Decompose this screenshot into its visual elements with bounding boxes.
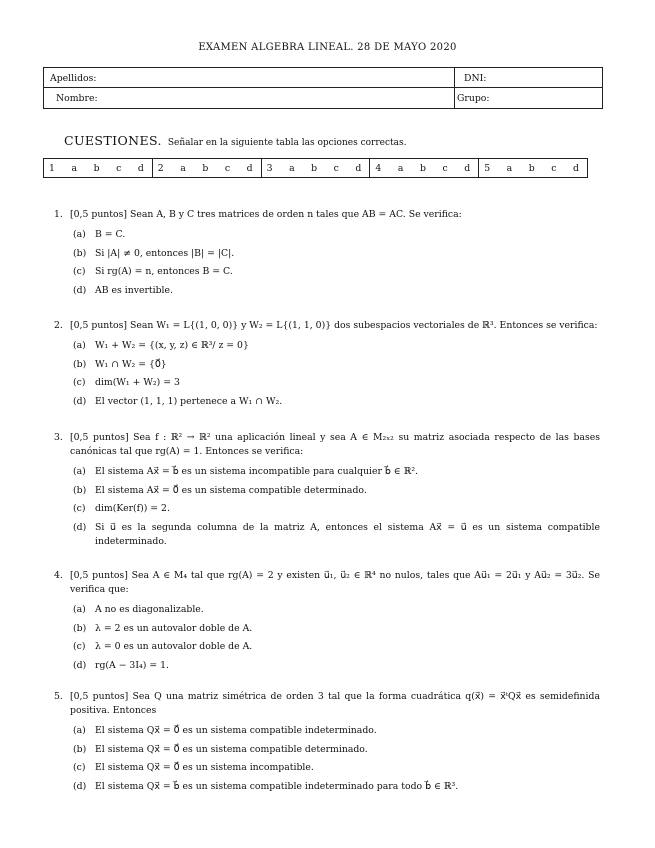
- option-text: El sistema Qx⃗ = 0⃗ es un sistema compatible indeterminado.: [95, 725, 377, 736]
- dni-label: DNI:: [464, 73, 487, 84]
- grupo-label: Grupo:: [457, 93, 490, 104]
- question-number: 4.: [54, 570, 63, 581]
- option-label: (c): [73, 377, 86, 389]
- cuestiones-heading: CUESTIONES.: [64, 133, 162, 148]
- cuestiones-instruction: Señalar en la siguiente tabla las opciones correctas.: [167, 138, 407, 148]
- option-item: [73, 521, 600, 549]
- option-item: [73, 339, 600, 353]
- question-3: [54, 431, 600, 553]
- question-stem: [54, 319, 600, 333]
- option-label: (a): [73, 604, 86, 615]
- option-label: (a): [73, 466, 86, 477]
- option-label: (d): [73, 659, 87, 671]
- option-item: [73, 640, 600, 654]
- question-4: [54, 569, 600, 677]
- option-label: (b): [73, 358, 87, 370]
- option-text: λ = 0 es un autovalor doble de A.: [95, 641, 253, 653]
- answer-option-a[interactable]: a: [289, 162, 295, 174]
- option-text: Si u⃗ es la segunda columna de la matriz A, entonces el sistema Ax⃗ = u⃗ es un sistema compatible indeterminado.: [95, 521, 600, 547]
- answer-option-b[interactable]: b: [202, 162, 209, 174]
- option-label: (a): [73, 229, 86, 240]
- answer-table: [43, 158, 588, 178]
- question-2: [54, 319, 600, 413]
- option-item: [73, 724, 600, 738]
- option-label: (d): [73, 395, 87, 407]
- student-box-row-1: [44, 68, 602, 88]
- option-text: AB es invertible.: [95, 284, 173, 296]
- option-label: (a): [73, 340, 86, 351]
- option-text: λ = 2 es un autovalor doble de A.: [95, 622, 253, 634]
- question-stem: [54, 569, 600, 597]
- question-text: [0,5 puntos] Sean A, B y C tres matrices de orden n tales que AB = AC. Se verifica:: [70, 209, 462, 220]
- option-text: Si |A| ≠ 0, entonces |B| = |C|.: [95, 247, 235, 259]
- option-item: [73, 265, 600, 279]
- answer-cell-number: 3: [266, 162, 273, 174]
- question-1: [54, 208, 600, 302]
- option-label: (a): [73, 725, 86, 736]
- student-info-box: [43, 67, 603, 109]
- option-label: (c): [73, 641, 86, 653]
- option-label: (d): [73, 780, 87, 792]
- answer-cell-4[interactable]: [370, 159, 479, 177]
- answer-option-a[interactable]: a: [180, 162, 186, 174]
- options-list: [54, 603, 600, 673]
- option-label: (d): [73, 521, 87, 533]
- question-stem: [54, 431, 600, 459]
- answer-option-c[interactable]: c: [551, 162, 557, 174]
- question-number: 3.: [54, 432, 63, 443]
- option-item: [73, 502, 600, 516]
- answer-option-d[interactable]: d: [573, 162, 579, 174]
- options-list: [54, 465, 600, 549]
- answer-option-b[interactable]: b: [419, 162, 426, 174]
- question-text: [0,5 puntos] Sean W₁ = L{(1, 0, 0)} y W₂ = L{(1, 1, 0)} dos subespacios vectoriales de ℝ³. Entonces se verifica:: [70, 320, 598, 331]
- options-list: [54, 339, 600, 409]
- answer-cell-2[interactable]: [153, 159, 262, 177]
- option-label: (b): [73, 622, 87, 634]
- option-text: El sistema Qx⃗ = 0⃗ es un sistema incompatible.: [95, 762, 314, 774]
- option-item: [73, 358, 600, 372]
- answer-option-b[interactable]: b: [93, 162, 100, 174]
- option-text: A no es diagonalizable.: [95, 604, 204, 615]
- option-item: [73, 376, 600, 390]
- option-text: Si rg(A) = n, entonces B = C.: [95, 266, 233, 278]
- question-stem: [54, 690, 600, 718]
- option-text: El sistema Ax⃗ = 0⃗ es un sistema compatible determinado.: [95, 484, 367, 496]
- question-number: 2.: [54, 320, 63, 331]
- option-text: dim(Ker(f)) = 2.: [95, 503, 170, 515]
- option-label: (b): [73, 743, 87, 755]
- answer-option-d[interactable]: d: [246, 162, 253, 174]
- option-text: W₁ ∩ W₂ = {0⃗}: [95, 358, 167, 370]
- answer-cell-number: 2: [157, 162, 164, 174]
- answer-option-b[interactable]: b: [528, 162, 535, 174]
- option-item: [73, 603, 600, 617]
- option-label: (c): [73, 762, 86, 774]
- answer-option-d[interactable]: d: [355, 162, 362, 174]
- answer-option-d[interactable]: d: [464, 162, 471, 174]
- answer-option-b[interactable]: b: [311, 162, 318, 174]
- answer-option-a[interactable]: a: [506, 162, 513, 174]
- option-text: rg(A − 3I₄) = 1.: [95, 659, 169, 671]
- question-5: [54, 690, 600, 798]
- question-number: 5.: [54, 691, 63, 702]
- answer-option-a[interactable]: a: [71, 162, 78, 174]
- question-stem: [54, 208, 600, 222]
- options-list: [54, 724, 600, 794]
- answer-cell-5[interactable]: [479, 159, 587, 177]
- question-text: [0,5 puntos] Sea A ∈ M₄ tal que rg(A) = 2 y existen u⃗₁, u⃗₂ ∈ ℝ⁴ no nulos, tales que Au⃗₁ = 2u⃗₁ y Au⃗₂ = 3u⃗₂. Se verifica que:: [70, 570, 600, 595]
- answer-cell-number: 1: [49, 162, 55, 174]
- student-box-row-2: [44, 88, 602, 108]
- answer-option-d[interactable]: d: [137, 162, 144, 174]
- question-text: [0,5 puntos] Sea Q una matriz simétrica de orden 3 tal que la forma cuadrática q(x⃗) = x⃗ᵗQx⃗ es semidefinida positiva. Entonces: [70, 691, 600, 716]
- options-list: [54, 228, 600, 298]
- option-label: (c): [73, 266, 86, 278]
- answer-option-c[interactable]: c: [116, 162, 122, 174]
- answer-option-c[interactable]: c: [333, 162, 339, 174]
- option-label: (d): [73, 284, 87, 296]
- answer-cell-1[interactable]: [44, 159, 153, 177]
- option-text: El vector (1, 1, 1) pertenece a W₁ ∩ W₂.: [95, 395, 283, 407]
- option-item: [73, 761, 600, 775]
- option-item: [73, 395, 600, 409]
- option-text: W₁ + W₂ = {(x, y, z) ∈ ℝ³/ z = 0}: [95, 340, 249, 351]
- nombre-label: Nombre:: [56, 93, 98, 104]
- apellidos-label: Apellidos:: [50, 73, 97, 84]
- cuestiones-heading-line: [64, 133, 406, 148]
- answer-option-c[interactable]: c: [224, 162, 231, 174]
- option-text: El sistema Qx⃗ = b⃗ es un sistema compatible indeterminado para todo b⃗ ∈ ℝ³.: [95, 780, 459, 792]
- option-item: [73, 284, 600, 298]
- option-text: dim(W₁ + W₂) = 3: [95, 377, 180, 389]
- answer-option-c[interactable]: c: [442, 162, 448, 174]
- answer-option-a[interactable]: a: [397, 162, 404, 174]
- answer-cell-3[interactable]: [262, 159, 371, 177]
- option-text: El sistema Qx⃗ = 0⃗ es un sistema compatible determinado.: [95, 743, 368, 755]
- option-item: [73, 659, 600, 673]
- answer-cell-number: 5: [484, 162, 491, 174]
- option-label: (b): [73, 484, 87, 496]
- option-item: [73, 228, 600, 242]
- option-item: [73, 247, 600, 261]
- answer-cell-number: 4: [375, 162, 382, 174]
- option-item: [73, 780, 600, 794]
- option-item: [73, 465, 600, 479]
- option-item: [73, 743, 600, 757]
- question-text: [0,5 puntos] Sea f : ℝ² → ℝ² una aplicación lineal y sea A ∈ M₂ₓ₂ su matriz asociada respecto de las bases canónicas tal que rg(A) = 1. Entonces se verifica:: [70, 432, 600, 457]
- option-text: El sistema Ax⃗ = b⃗ es un sistema incompatible para cualquier b⃗ ∈ ℝ².: [95, 466, 419, 477]
- option-item: [73, 484, 600, 498]
- exam-title: EXAMEN ALGEBRA LINEAL. 28 DE MAYO 2020: [198, 42, 457, 53]
- option-item: [73, 622, 600, 636]
- option-text: B = C.: [95, 229, 126, 240]
- option-label: (c): [73, 503, 86, 515]
- option-label: (b): [73, 247, 87, 259]
- question-number: 1.: [54, 209, 63, 220]
